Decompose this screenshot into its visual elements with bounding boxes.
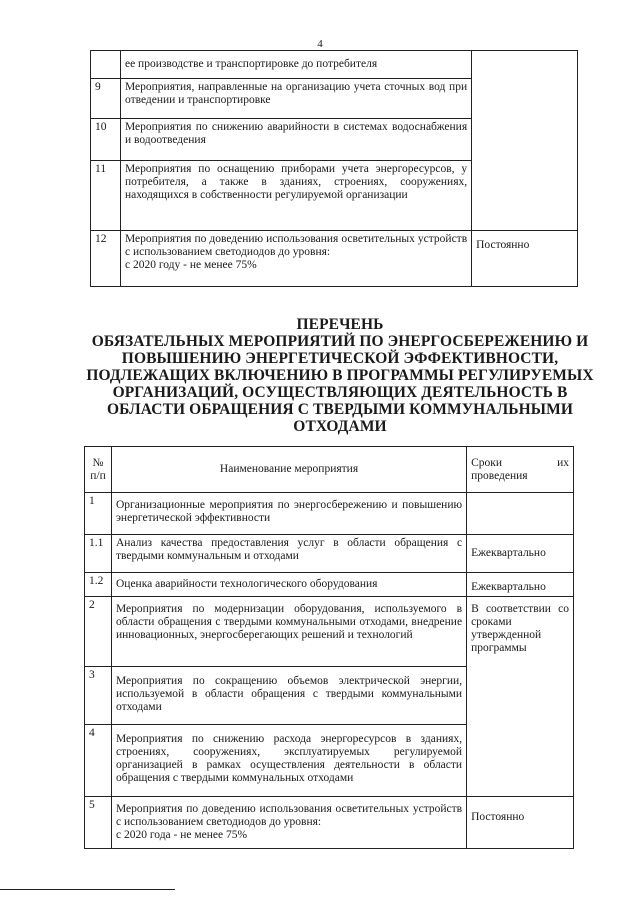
table-header-row [85,447,574,493]
row-number: 5 [85,797,112,849]
measure-name: Мероприятия по модернизации оборудования, используемого в области обращения с твердыми коммунальными отходами, внедрение инновационных, энергосберегающих решений и технологий [111,597,466,667]
table-row [85,535,574,573]
heading-line: ОТХОДАМИ [293,418,387,435]
header-term: Сроки их проведения [467,447,574,493]
measure-term: В соответствии со сроками утвержденной программы [467,597,574,797]
header-num: № п/п [85,447,112,493]
table-row [85,493,574,535]
measure-name: Мероприятия по сокращению объемов электрической энергии, используемой в области обращения с твердыми коммунальными отходами [111,667,466,725]
table-row [85,797,574,849]
measure-term [467,493,574,535]
heading-line: ПЕРЕЧЕНЬ [296,316,384,333]
measure-term: Ежеквартально [467,573,574,597]
row-number: 9 [91,79,121,119]
measure-name: Мероприятия, направленные на организацию учета сточных вод при отведении и транспортировке [120,79,471,119]
row-number: 12 [91,231,121,287]
measure-target: с 2020 году - не менее 75% [124,259,257,271]
row-number: 11 [91,161,121,231]
measure-name: Мероприятия по снижению аварийности в системах водоснабжения и водоотведения [120,119,471,161]
measure-name: Мероприятия по оснащению приборами учета энергоресурсов, у потребителя, а также в зданиях, строениях, сооружениях, находящихся в собственности регулируемой организации [120,161,471,231]
heading-line: ОБЯЗАТЕЛЬНЫХ МЕРОПРИЯТИЙ ПО ЭНЕРГОСБЕРЕЖЕНИЮ И [91,333,589,350]
page-number: 4 [317,38,323,50]
section-heading [80,316,600,435]
heading-line: ПОДЛЕЖАЩИХ ВКЛЮЧЕНИЮ В ПРОГРАММЫ РЕГУЛИРУЕМЫХ [86,367,594,384]
footnote-divider [0,889,175,890]
row-number [91,51,121,79]
table-row [91,51,578,79]
measure-term: Ежеквартально [467,535,574,573]
measure-name-text: Мероприятия по доведению использования осветительных устройств с использованием светодиодов до уровня: [124,233,468,258]
measure-name [111,797,466,849]
row-number: 1.2 [85,573,112,597]
header-name: Наименование мероприятия [111,447,466,493]
measure-name: Мероприятия по снижению расхода энергоресурсов в зданиях, строениях, сооружениях, эксплуатируемых регулируемой организацией в рамках осуществления деятельности в области обращения с твердыми коммунальных отходами [111,725,466,797]
measure-name: ее производстве и транспортировке до потребителя [120,51,471,79]
table-row [85,597,574,667]
measure-name-text: Мероприятия по доведению использования осветительных устройств с использованием светодиодов до уровня: [115,803,463,828]
heading-line: ОБЛАСТИ ОБРАЩЕНИЯ С ТВЕРДЫМИ КОММУНАЛЬНЫМИ [107,401,573,418]
measure-name: Анализ качества предоставления услуг в области обращения с твердыми коммунальным и отходами [111,535,466,573]
row-number: 1 [85,493,112,535]
row-number: 4 [85,725,112,797]
measure-name: Организационные мероприятия по энергосбережению и повышению энергетической эффективности [111,493,466,535]
heading-line: ПОВЫШЕНИЮ ЭНЕРГЕТИЧЕСКОЙ ЭФФЕКТИВНОСТИ, [121,350,559,367]
measure-term [472,51,578,231]
heading-line: ОРГАНИЗАЦИЙ, ОСУЩЕСТВЛЯЮЩИХ ДЕЯТЕЛЬНОСТЬ В [112,384,568,401]
row-number: 3 [85,667,112,725]
row-number: 10 [91,119,121,161]
measure-name: Оценка аварийности технологического оборудования [111,573,466,597]
table-row [85,573,574,597]
measure-term: Постоянно [467,797,574,849]
measures-table-continued [90,50,578,287]
measure-term: Постоянно [472,231,578,287]
waste-measures-table [84,446,574,849]
table-row [91,231,578,287]
row-number: 2 [85,597,112,667]
row-number: 1.1 [85,535,112,573]
measure-target: с 2020 года - не менее 75% [115,829,248,841]
measure-name [120,231,471,287]
